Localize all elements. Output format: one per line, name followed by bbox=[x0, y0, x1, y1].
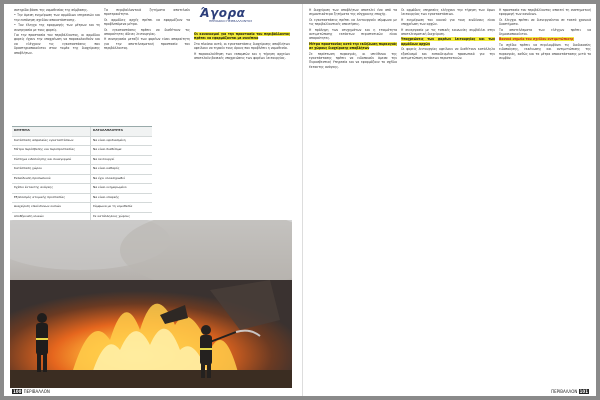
table-cell: Να λειτουργεί bbox=[93, 156, 115, 161]
table-row bbox=[12, 146, 152, 156]
table-cell: Κατάσταση ασφαλείας εγκαταστάσεων bbox=[12, 137, 91, 146]
table-cell: Να είναι καθαρός bbox=[93, 166, 120, 170]
paragraph: • Την άμεση ενημέρωση των αρμόδιων υπηρεσιών και την εκπόνηση σχεδίου αποκατάστασης. bbox=[14, 13, 100, 22]
highlighted-heading: Οι κανονισμοί για την προστασία του περιβάλλοντος πρέπει να εφαρμόζονται με συνέπεια bbox=[194, 32, 290, 41]
footer-title: ΠΕΡΙΒΑΛΛΟΝ bbox=[551, 389, 578, 394]
table-cell: Να είναι διαθέσιμα bbox=[93, 147, 122, 151]
right-column-2 bbox=[401, 8, 495, 388]
table-cell: Σε κατάλληλους χώρους bbox=[93, 213, 130, 218]
left-page bbox=[4, 4, 300, 396]
table-cell: Κατάσταση χώρου bbox=[12, 165, 91, 174]
page-number: 101 bbox=[579, 389, 588, 394]
page-number: 100 bbox=[13, 389, 22, 394]
right-footer bbox=[551, 389, 589, 394]
paragraph: Οι φορείς λειτουργίας οφείλουν να διαθέτουν κατάλληλο εξοπλισμό και εκπαιδευμένο προσωπικό για την αντιμετώπιση εκτάκτων περιστατικών. bbox=[401, 47, 495, 61]
highlighted-heading: Μέτρα προστασίας κατά την εκδήλωση πυρκαγιάς σε χώρους διαχείρισης αποβλήτων bbox=[309, 41, 397, 51]
table-cell: Να είναι ενημερωμένο bbox=[93, 185, 127, 189]
paragraph: Στο πλαίσιο αυτό, οι εγκαταστάσεις διαχείρισης αποβλήτων οφείλουν να τηρούν τους όρους που προβλέπει η νομοθεσία. bbox=[194, 41, 290, 51]
paragraph: Το σχέδιο πρέπει να περιλαμβάνει τις διαδικασίες ειδοποίησης, εκκένωσης και αντιμετώπισης της πυρκαγιάς, καθώς και τα μέτρα αποκατάστασης μετά το συμβάν. bbox=[499, 42, 591, 61]
table-header-row bbox=[12, 127, 152, 137]
table-cell: Αποθήκευση υλικών bbox=[12, 213, 91, 222]
table-cell: Σχέδιο έκτακτης ανάγκης bbox=[12, 184, 91, 193]
table-cell: Σύμφωνα με τη νομοθεσία bbox=[93, 204, 133, 208]
left-footer bbox=[12, 389, 50, 394]
table-row bbox=[12, 137, 152, 147]
paragraph: Η προστασία του περιβάλλοντος απαιτεί τη συστηματική εφαρμογή των κανόνων. bbox=[499, 8, 591, 17]
left-column-1 bbox=[14, 8, 100, 124]
paragraph: Οι εγκαταστάσεις πρέπει να διαθέτουν τις απαραίτητες άδειες λειτουργίας. bbox=[104, 27, 190, 37]
right-page bbox=[302, 4, 596, 396]
table-row bbox=[12, 194, 152, 204]
footer-title: ΠΕΡΙΒΑΛΛΟΝ bbox=[23, 389, 50, 394]
table-row bbox=[12, 175, 152, 185]
paragraph: Οι αρμόδιες υπηρεσίες ελέγχουν την τήρηση των όρων λειτουργίας των εγκαταστάσεων. bbox=[401, 8, 495, 17]
magazine-logo-subtitle: ΠΕΡΙΟΔΙΚΟ ΠΕΡΙΒΑΛΛΟΝΤΟΣ bbox=[209, 19, 253, 23]
table-cell: Να είναι επαρκής bbox=[93, 194, 120, 199]
table-header-suitability: ΚΑΤΑΛΛΗΛΟΤΗΤΑ bbox=[93, 128, 123, 132]
table-row bbox=[12, 184, 152, 194]
table-cell: Εκπαίδευση προσωπικού bbox=[12, 175, 91, 184]
table-cell: Να έχει ολοκληρωθεί bbox=[93, 175, 125, 180]
paragraph: Η παρακολούθηση των εκπομπών και η τήρηση αρχείων αποτελούν βασικές υποχρεώσεις των φορέων λειτουργίας. bbox=[194, 51, 290, 61]
table-cell: Εξοπλισμός ατομικής προστασίας bbox=[12, 194, 91, 203]
table-cell: Διαχείριση επικίνδυνων ουσιών bbox=[12, 203, 91, 212]
paragraph: Για την προστασία του περιβάλλοντος, οι αρμόδιοι φορείς έχουν την υποχρέωση να παρακολουθούν και να ελέγχουν τις εγκαταστάσεις που δραστηριοποιούνται στον τομέα της διαχείρισης αποβλήτων. bbox=[14, 33, 100, 55]
magazine-spread bbox=[4, 4, 596, 396]
paragraph: σοτηρίδα βάσει της νομοθεσίας της σύμβασης. bbox=[14, 8, 88, 12]
paragraph: Η συνεργασία μεταξύ των φορέων είναι απαραίτητη για την αποτελεσματική προστασία του περιβάλλοντος. bbox=[104, 37, 190, 51]
table-cell: Σύστημα ειδοποίησης και συναγερμού bbox=[12, 156, 91, 165]
fire-photo bbox=[10, 220, 292, 388]
left-column-2 bbox=[104, 8, 190, 124]
paragraph: Η διαχείριση των αποβλήτων αποτελεί ένα από τα σημαντικότερα ζητήματα της σύγχρονης εποχής. bbox=[309, 8, 397, 17]
table-row bbox=[12, 165, 152, 175]
paragraph: Η πρόληψη των ατυχημάτων και η ετοιμότητα αντιμετώπισης εκτάκτων περιστατικών είναι απαραίτητες. bbox=[309, 27, 397, 41]
table-cell: Να είναι εφοδιασμένη bbox=[93, 137, 126, 142]
right-column-1 bbox=[309, 8, 397, 388]
table-row bbox=[12, 156, 152, 166]
table-row bbox=[12, 203, 152, 213]
paragraph: Σε περίπτωση πυρκαγιάς, οι υπεύθυνοι της εγκατάστασης πρέπει να ειδοποιούν άμεσα την Πυροσβεστική Υπηρεσία και να εφαρμόζουν το σχέδιο έκτακτης ανάγκης. bbox=[309, 51, 397, 69]
paragraph: • Τον έλεγχο της εφαρμογής των μέτρων και τη συνεργασία με τους φορείς. bbox=[14, 23, 100, 32]
paragraph: Οι έλεγχοι πρέπει να διενεργούνται σε τακτά χρονικά διαστήματα. bbox=[499, 17, 591, 27]
paragraph: Τα αποτελέσματα των ελέγχων πρέπει να δημοσιοποιούνται. bbox=[499, 27, 591, 37]
highlighted-heading: Βασικά σημεία του σχεδίου αντιμετώπισης bbox=[499, 37, 574, 42]
left-column-3 bbox=[194, 32, 290, 124]
magazine-logo: Άγορα bbox=[200, 6, 246, 20]
table-header-criteria: ΚΡΙΤΗΡΙΑ bbox=[12, 127, 91, 136]
right-column-3 bbox=[499, 8, 591, 388]
paragraph: Η ενημέρωση του κοινού για τους κινδύνους είναι υποχρέωση των αρχών. bbox=[401, 17, 495, 27]
table-cell: Μέτρα πυρόσβεσης και πυροπροστασίας bbox=[12, 146, 91, 155]
paragraph: Οι αρμόδιες αρχές πρέπει να εφαρμόζουν τα προβλεπόμενα μέτρα. bbox=[104, 17, 190, 27]
highlighted-heading: Υποχρεώσεις των φορέων λειτουργίας και των αρμόδιων αρχών bbox=[401, 37, 495, 46]
paragraph: Η συνεργασία με τις τοπικές κοινωνίες συμβάλλει στην αποτελεσματική διαχείριση. bbox=[401, 27, 495, 37]
paragraph: Οι εγκαταστάσεις πρέπει να λειτουργούν σύμφωνα με τις περιβαλλοντικές απαιτήσεις. bbox=[309, 17, 397, 27]
paragraph: Τα περιβαλλοντικά ζητήματα αποτελούν προτεραιότητα. bbox=[104, 8, 190, 17]
